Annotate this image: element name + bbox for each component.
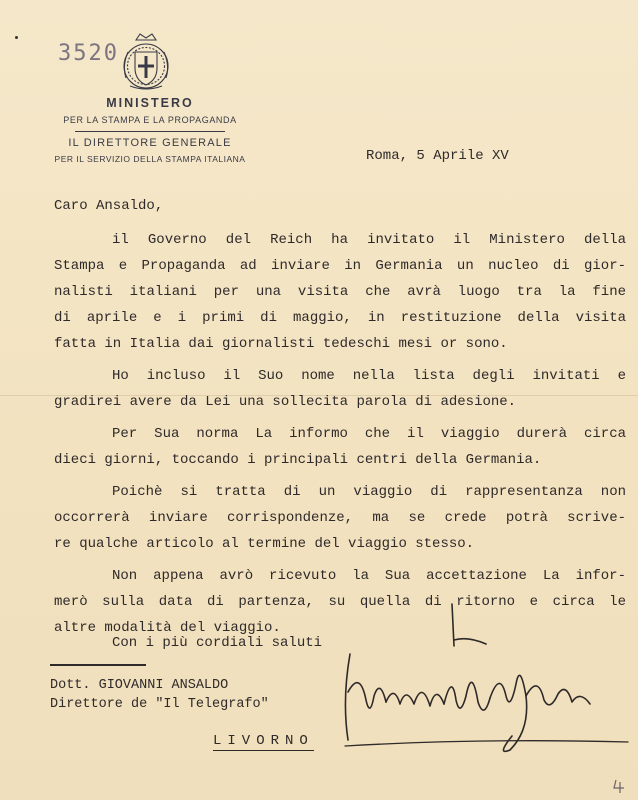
salutation: Caro Ansaldo,	[54, 198, 164, 214]
letter-date: Roma, 5 Aprile XV	[366, 148, 509, 164]
ministry-subtitle: PER LA STAMPA E LA PROPAGANDA	[63, 115, 237, 125]
recipient-divider	[50, 664, 146, 666]
text-line: Non appena avrò ricevuto la Sua accettazione La infor-	[112, 568, 626, 584]
recipient-name: Dott. GIOVANNI ANSALDO	[50, 678, 229, 693]
text-line: merò sulla data di partenza, su quella di ritorno e circa le	[54, 594, 626, 610]
recipient-title: Direttore de "Il Telegrafo"	[50, 697, 269, 712]
text-line: fatta in Italia dai giornalisti tedeschi mesi or sono.	[54, 336, 508, 352]
text-line: Ho incluso il Suo nome nella lista degli invitati e	[112, 368, 626, 384]
text-line: nalisti italiani per una visita che avrà luogo tra la fine	[54, 284, 626, 300]
text-line: gradirei avere da Lei una sollecita parola di adesione.	[54, 394, 517, 410]
director-title: IL DIRETTORE GENERALE	[68, 137, 232, 149]
paragraph	[54, 421, 626, 473]
text-line: Per Sua norma La informo che il viaggio durerà circa	[112, 426, 626, 442]
text-line: altre modalità del viaggio.	[54, 620, 281, 636]
text-line: di aprile e i primi di maggio, in restituzione della visita	[54, 310, 626, 326]
text-line: re qualche articolo al termine del viaggio stesso.	[54, 536, 475, 552]
pencil-mark	[612, 778, 626, 794]
stamp-number: 3520	[58, 41, 119, 66]
letter-body	[54, 227, 626, 647]
closing: Con i più cordiali saluti	[112, 635, 323, 651]
text-line: Stampa e Propaganda ad inviare in Germania un nucleo di gior-	[54, 258, 626, 274]
text-line: il Governo del Reich ha invitato il Ministero della	[112, 232, 626, 248]
paragraph	[54, 363, 626, 415]
letterhead-divider	[75, 131, 225, 132]
savoy-crest-icon	[118, 30, 174, 94]
letterhead	[40, 96, 260, 164]
text-line: dieci giorni, toccando i principali centri della Germania.	[54, 452, 542, 468]
text-line: occorrerà inviare corrispondenze, ma se crede potrà scrive-	[54, 510, 626, 526]
ministry-title: MINISTERO	[106, 96, 194, 110]
paragraph	[54, 227, 626, 357]
paragraph	[54, 479, 626, 557]
text-line: Poichè si tratta di un viaggio di rappresentanza non	[112, 484, 626, 500]
service-subtitle: PER IL SERVIZIO DELLA STAMPA ITALIANA	[54, 154, 246, 164]
signature-mark	[340, 600, 630, 760]
ink-dot	[15, 36, 18, 39]
recipient-city: LIVORNO	[213, 733, 314, 749]
